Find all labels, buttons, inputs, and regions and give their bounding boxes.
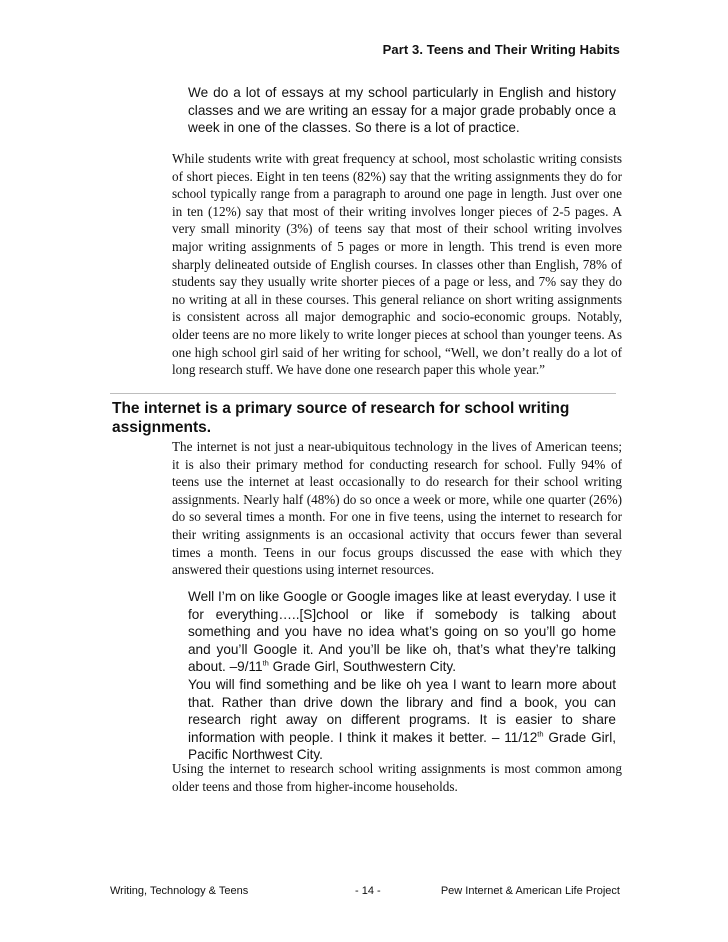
student-quote-google — [188, 588, 616, 676]
ordinal-suffix: th — [537, 729, 544, 739]
paragraph-internet-research — [172, 438, 622, 579]
quote-text: Well I’m on like Google or Google images like at least everyday. I use it for everything…..[S]chool or like if somebody is talking about something and you have no idea what’s going on so you’ll go home and you’ll Google it. And you’ll be like oh, that’s what they’re talking about. –9/11 — [188, 589, 616, 675]
paragraph-short-writing — [172, 150, 622, 379]
quote-text: We do a lot of essays at my school particularly in English and history classes and we are writing an essay for a major grade probably once a week in one of the classes. So there is a lot of practice. — [188, 85, 616, 136]
paragraph-older-teens — [172, 760, 622, 795]
footer-page-number: - 14 - — [355, 885, 381, 897]
footer-organization: Pew Internet & American Life Project — [440, 885, 620, 897]
paragraph-text: The internet is not just a near-ubiquitous technology in the lives of American teens; it is also their primary method for conducting research for school. Fully 94% of teens use the internet at least occasionally to do research for their school writing assignments. Nearly half (48%) do so once a week or more, while one quarter (26%) do so several times a month. For one in five teens, using the internet to research for their writing assignments is an occasional activity that occurs fewer than several times a month. Teens in our focus groups discussed the ease with which they answered their questions using internet resources. — [172, 439, 622, 578]
student-quote-library — [188, 676, 616, 764]
footer-report-title: Writing, Technology & Teens — [110, 885, 249, 897]
ordinal-suffix: th — [262, 658, 269, 668]
quote-attribution: Grade Girl, Pacific Northwest City. — [188, 729, 616, 763]
quote-text: You will find something and be like oh yea I want to learn more about that. Rather than drive down the library and find a book, you can research right away on different programs. It is easier to share information with people. I think it makes it better. – 11/12 — [188, 677, 616, 745]
page-header-title: Part 3. Teens and Their Writing Habits — [382, 42, 620, 57]
paragraph-text: Using the internet to research school writing assignments is most common among older teens and those from higher-income households. — [172, 761, 622, 794]
quote-attribution: Grade Girl, Southwestern City. — [268, 659, 456, 675]
student-quote-essays — [188, 84, 616, 137]
section-heading: The internet is a primary source of research for school writing assignments. — [112, 400, 570, 436]
section-divider — [110, 393, 616, 394]
paragraph-text: While students write with great frequency at school, most scholastic writing consists of short pieces. Eight in ten teens (82%) say that the writing assignments they do for school typically range from a paragraph to around one page in length. Just over one in ten (12%) say that most of their writing involves longer pieces of 2-5 pages. A very small minority (3%) of teens say that most of their school writing involves major writing assignments of 5 pages or more in length. This trend is even more sharply delineated outside of English courses. In classes other than English, 78% of students say they usually write shorter pieces of a page or less, and 7% say they do no writing at all in these courses. This general reliance on short writing assignments is consistent across all major demographic and socio-economic groups. Notably, older teens are no more likely to write longer pieces at school than younger teens. As one high school girl said of her writing for school, “Well, we don’t really do a lot of long research stuff. We have done one research paper this whole year.” — [172, 151, 622, 378]
